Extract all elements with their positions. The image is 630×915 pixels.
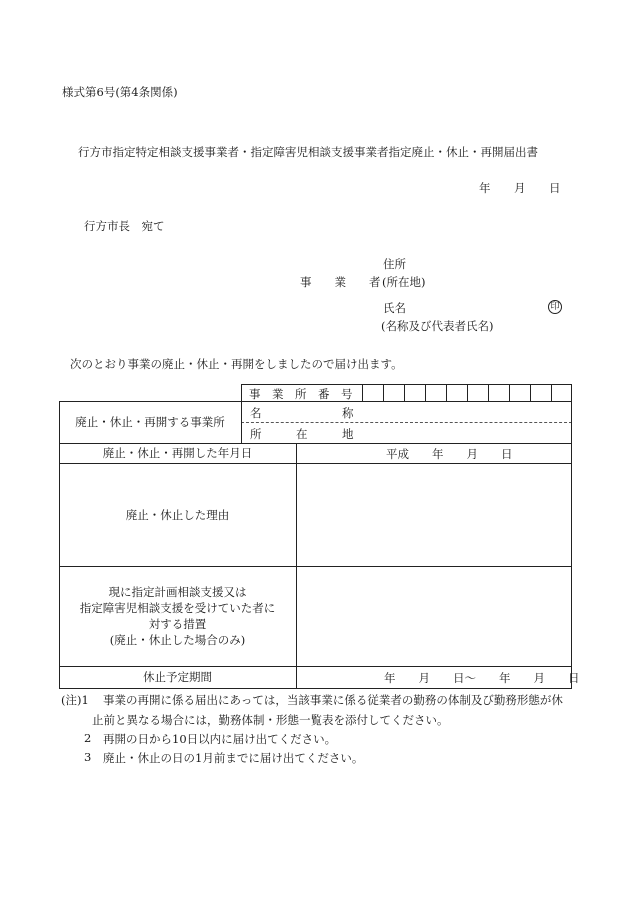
seal-mark: 印 [548, 300, 562, 314]
date-row-value: 平成 年 月 日 [386, 447, 513, 461]
address-label: 住所 [383, 257, 406, 271]
office-group-label: 廃止・休止・再開する事業所 [75, 415, 225, 429]
digit-box-line [383, 384, 384, 401]
digit-box-line [530, 384, 531, 401]
document-title: 行方市指定特定相談支援事業者・指定障害児相談支援事業者指定廃止・休止・再開届出書 [78, 145, 538, 159]
notes-prefix: (注)1 [61, 693, 89, 707]
measures-line: 現に指定計画相談支援又は [108, 585, 247, 599]
note-3-number: 3 [84, 750, 92, 764]
digit-box-line [551, 384, 552, 401]
digit-box-line [362, 384, 363, 401]
date-row-label: 廃止・休止・再開した年月日 [102, 446, 253, 460]
period-label: 休止予定期間 [143, 670, 212, 684]
table-bottom-line [59, 688, 572, 689]
reason-label: 廃止・休止した理由 [125, 507, 230, 522]
period-value: 年 月 日～ 年 月 日 [384, 671, 580, 685]
table-right-border [571, 384, 572, 688]
table-top-line [241, 384, 572, 385]
office-number-label: 事 業 所 番 号 [249, 387, 353, 401]
form-number: 様式第6号(第4条関係) [62, 85, 178, 99]
note-1-line-1: 事業の再開に係る届出にあっては，当該事業に係る従業者の勤務の体制及び勤務形態が休 [103, 693, 563, 707]
business-label: 事 業 者 [300, 275, 381, 289]
digit-box-line [446, 384, 447, 401]
measures-line: (廃止・休止した場合のみ) [109, 633, 246, 647]
digit-box-line [404, 384, 405, 401]
table-divider [241, 384, 242, 443]
note-2: 再開の日から10日以内に届け出てください。 [103, 732, 337, 746]
digit-box-line [488, 384, 489, 401]
date-month-label: 月 [514, 181, 526, 195]
digit-box-line [467, 384, 468, 401]
intro-text: 次のとおり事業の廃止・休止・再開をしましたので届け出ます。 [70, 357, 403, 371]
digit-box-line [509, 384, 510, 401]
measures-line: 指定障害児相談支援を受けていた者に [79, 601, 276, 615]
table-divider [296, 443, 297, 688]
location-label: (所在地) [382, 275, 426, 289]
office-name-label: 名 称 [250, 406, 354, 420]
note-1-line-2: 止前と異なる場合には，勤務体制・形態一覧表を添付してください。 [92, 713, 449, 727]
addressee: 行方市長 宛て [84, 219, 165, 233]
date-year-label: 年 [479, 181, 491, 195]
office-location-label: 所 在 地 [250, 427, 354, 441]
name-label: 氏名 [383, 301, 406, 315]
note-3: 廃止・休止の日の1月前までに届け出てください。 [103, 751, 364, 765]
representative-label: (名称及び代表者氏名) [381, 319, 494, 333]
note-2-number: 2 [84, 731, 92, 745]
date-day-label: 日 [549, 181, 561, 195]
measures-line: 対する措置 [148, 617, 207, 631]
digit-box-line [425, 384, 426, 401]
table-dashed-line [241, 422, 572, 423]
measures-label [59, 566, 296, 666]
